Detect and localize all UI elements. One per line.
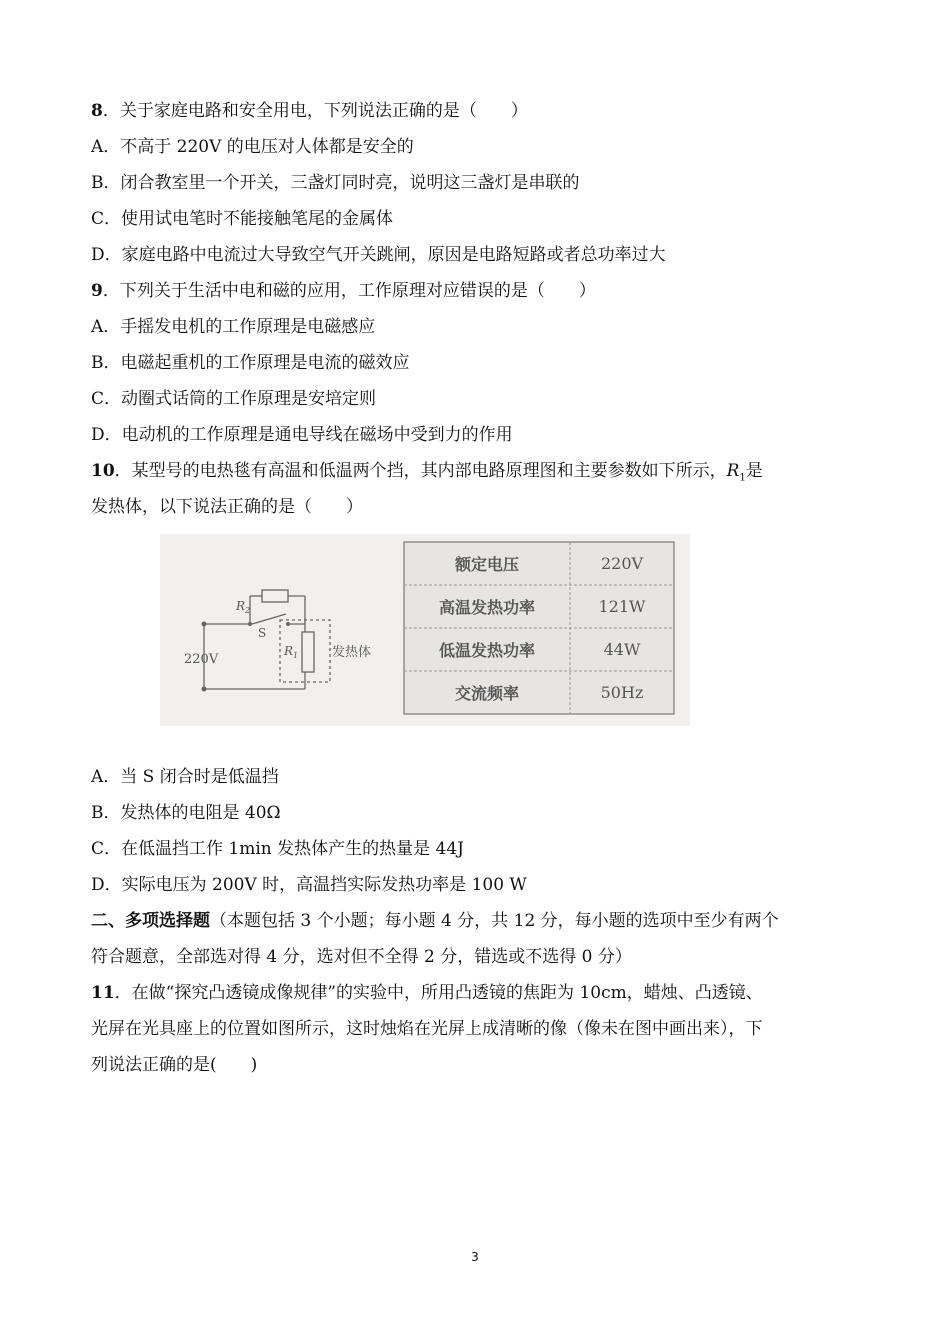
question-8-option-c: C．使用试电笔时不能接触笔尾的金属体 (91, 209, 394, 229)
question-11-line3: 列说法正确的是( ) (91, 1055, 258, 1075)
question-number: 9 (91, 281, 103, 301)
table-param: 交流频率 (454, 684, 520, 703)
table-param: 额定电压 (454, 555, 520, 574)
voltage-label: 220V (184, 652, 219, 667)
question-9-option-c: C．动圈式话筒的工作原理是安培定则 (91, 389, 377, 409)
page-number: 3 (471, 1250, 479, 1264)
question-10-option-c: C．在低温挡工作 1min 发热体产生的热量是 44J (91, 839, 464, 859)
switch-pivot (248, 622, 252, 626)
table-value: 220V (600, 554, 644, 573)
switch-label: S (258, 626, 267, 640)
heater-label: 发热体 (332, 645, 372, 660)
table-value: 121W (598, 597, 646, 616)
circuit-and-table-image (160, 534, 690, 726)
section-2-desc: 符合题意，全部选对得 4 分，选对但不全得 2 分，错选或不选得 0 分） (91, 947, 632, 967)
question-8-stem: 8．关于家庭电路和安全用电，下列说法正确的是（ ） (91, 101, 528, 121)
table-param: 低温发热功率 (438, 641, 536, 660)
question-10-option-b: B．发热体的电阻是 40Ω (91, 803, 281, 823)
table-value: 50Hz (600, 683, 644, 702)
question-11-line2: 光屏在光具座上的位置如图所示，这时烛焰在光屏上成清晰的像（像未在图中画出来），下 (91, 1019, 763, 1039)
question-10-stem-line1: 10．某型号的电热毯有高温和低温两个挡，其内部电路原理图和主要参数如下所示，$R_1$是 (91, 461, 763, 484)
question-9-option-d: D．电动机的工作原理是通电导线在磁场中受到力的作用 (91, 425, 513, 445)
parameter-table (404, 542, 674, 714)
question-number: 10 (91, 461, 115, 481)
r1-label: $R_1$ (284, 644, 299, 660)
question-9-option-b: B．电磁起重机的工作原理是电流的磁效应 (91, 353, 410, 373)
question-8-option-d: D．家庭电路中电流过大导致空气开关跳闸，原因是电路短路或者总功率过大 (91, 245, 666, 265)
question-11-line1: 11．在做“探究凸透镜成像规律”的实验中，所用凸透镜的焦距为 10cm，蜡烛、凸透镜、 (91, 983, 763, 1003)
section-title: 二、多项选择题 (91, 911, 210, 931)
terminal-dot (202, 622, 207, 627)
question-10-stem-line2: 发热体，以下说法正确的是（ ） (91, 497, 363, 517)
table-param: 高温发热功率 (438, 598, 536, 617)
question-10-figure (160, 534, 690, 726)
switch-contact (286, 622, 290, 626)
r2-label: $R_2$ (236, 599, 251, 615)
question-8-option-a: A．不高于 220V 的电压对人体都是安全的 (91, 137, 414, 157)
table-value: 44W (603, 640, 641, 659)
question-8-option-b: B．闭合教室里一个开关，三盏灯同时亮，说明这三盏灯是串联的 (91, 173, 580, 193)
question-9-stem: 9．下列关于生活中电和磁的应用，工作原理对应错误的是（ ） (91, 281, 596, 301)
question-number: 8 (91, 101, 103, 121)
terminal-dot (202, 687, 207, 692)
question-10-option-a: A．当 S 闭合时是低温挡 (91, 767, 279, 787)
question-9-option-a: A．手摇发电机的工作原理是电磁感应 (91, 317, 376, 337)
question-10-option-d: D．实际电压为 200V 时，高温挡实际发热功率是 100 W (91, 875, 527, 895)
section-2-heading: 二、多项选择题（本题包括 3 个小题；每小题 4 分，共 12 分，每小题的选项中至少有两个 (91, 911, 779, 931)
question-number: 11 (91, 983, 115, 1003)
